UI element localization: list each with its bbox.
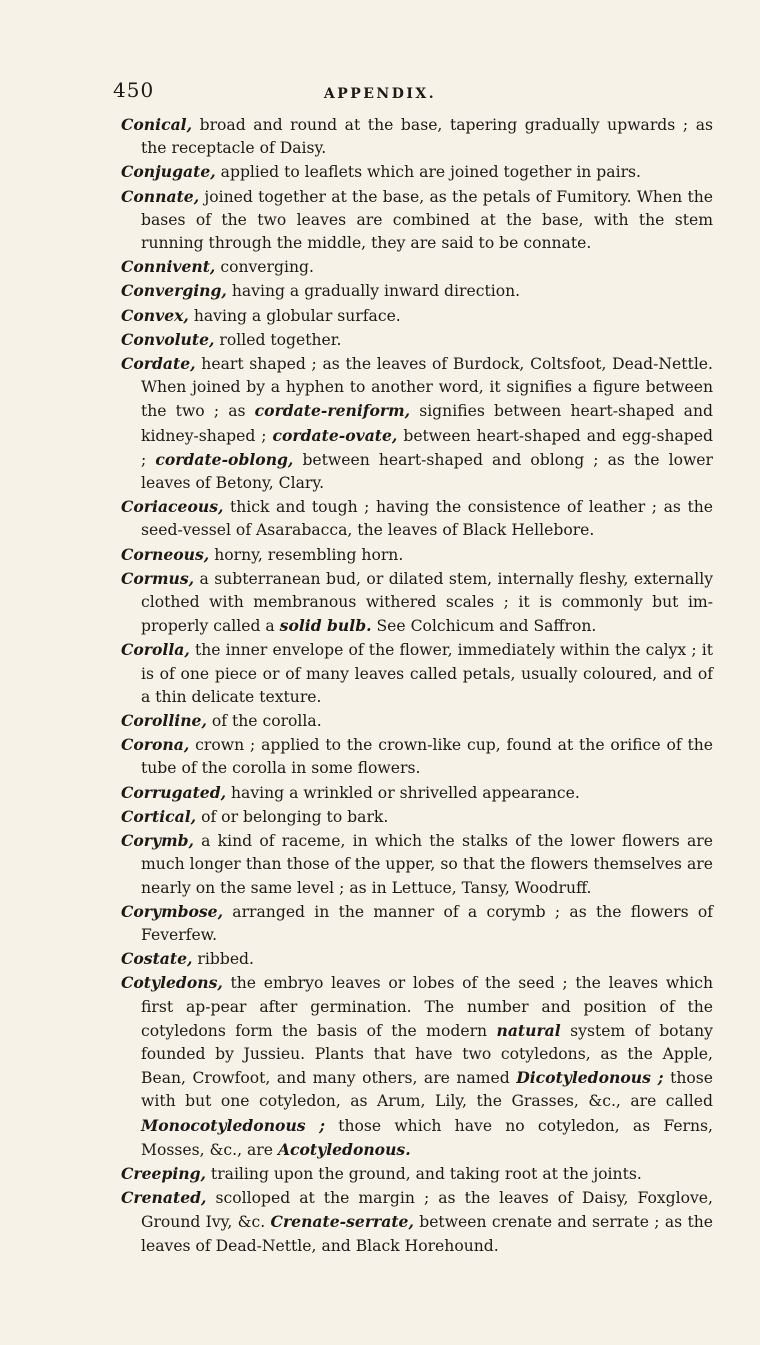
entry-definition: a subterranean bud, or dilated stem, internally fleshy, externally clothed with membranous withered scales ; it is commonly but im-properly called a [141,569,713,636]
entry-emphasis: cordate-ovate, [272,425,398,445]
entry-definition: ribbed. [192,950,254,969]
entry-definition: those which have no cotyledon, as Ferns, Mosses, &c., are [141,1116,714,1159]
entry-term: Convex, [121,305,189,325]
entry-definition: arranged in the manner of a corymb ; as the flowers of Feverfew. [141,902,713,944]
entry-emphasis: Acotyledonous. [277,1139,411,1159]
entry-definition: a kind of raceme, in which the stalks of the lower flowers are much longer than those of the upper, so that the flowers themselves are nearly on the same level ; as in Lettuce, Tansy, Woodruff. [141,832,713,897]
entry-term: Crenated, [121,1188,207,1208]
entry-term: Coriaceous, [121,497,224,517]
entry-definition: having a wrinkled or shrivelled appearance. [226,783,580,802]
entry-term: Corymb, [121,831,194,851]
glossary-entry [121,255,713,279]
glossary-entry [121,733,713,780]
glossary-entry [121,543,713,567]
entry-term: Corrugated, [121,782,227,802]
glossary-entry [121,567,713,639]
page-number: 450 [113,78,155,102]
glossary-entry [121,113,713,160]
entry-emphasis: cordate-oblong, [155,449,294,469]
glossary-entry [121,328,713,352]
entry-term: Conical, [121,115,193,134]
entry-emphasis: Dicotyledonous ; [516,1068,664,1088]
entry-definition: of or belonging to bark. [196,807,389,826]
entry-definition: the inner envelope of the flower, immediately within the calyx ; it is of one piece or of many leaves called petals, usually coloured, and of a thin delicate texture. [141,641,713,706]
entry-definition: converging. [215,258,314,277]
glossary-entry [121,495,713,542]
entry-term: Costate, [121,949,193,969]
entry-term: Corona, [121,735,190,755]
entry-definition: signifies between heart-shaped and kidney-shaped ; [141,402,713,445]
entry-emphasis: solid bulb. [279,616,372,636]
entry-term: Cormus, [121,568,195,588]
entry-emphasis: natural [496,1020,561,1040]
entry-term: Conjugate, [121,162,216,182]
entry-emphasis: cordate-reniform, [254,401,411,421]
glossary-entry [121,900,713,947]
glossary-entry [121,160,713,184]
entry-definition: scolloped at the margin ; as the leaves of Daisy, Foxglove, Ground Ivy, &c. [141,1189,713,1232]
entry-term: Corolline, [121,711,207,731]
entry-definition: those with but one cotyledon, as Arum, Lily, the Grasses, &c., are called [141,1069,713,1111]
entry-definition: horny, resembling horn. [209,545,404,564]
entry-definition: between heart-shaped and egg-shaped ; [141,426,713,469]
entry-definition: trailing upon the ground, and taking root at the joints. [205,1164,642,1183]
entry-definition: rolled together. [214,330,342,349]
glossary-entry [121,185,713,256]
entry-term: Cotyledons, [121,973,223,993]
glossary-entry [121,947,713,971]
entry-term: Cordate, [121,354,196,374]
entry-term: Creeping, [121,1163,206,1183]
glossary-entry [121,781,713,805]
entry-term: Convolute, [121,329,215,349]
entry-term: Converging, [121,281,227,301]
entry-definition: thick and tough ; having the consistence of leather ; as the seed-vessel of Asarabacca, the leaves of Black Hellebore. [141,498,713,540]
glossary-entry [121,805,713,829]
glossary-entry [121,638,713,709]
entry-definition: the embryo leaves or lobes of the seed ; the leaves which first ap-pear after germination. The number and position of the cotyledons form the basis of the modern [141,974,713,1040]
entry-emphasis: Crenate-serrate, [270,1212,414,1232]
entry-term: Corneous, [121,544,210,564]
entry-term: Connivent, [121,257,216,277]
entry-term: Corolla, [121,640,190,660]
entry-definition: applied to leaflets which are joined together in pairs. [215,163,641,182]
glossary-entries [121,113,713,1258]
glossary-entry [121,352,713,495]
entry-emphasis: Monocotyledonous ; [141,1115,325,1135]
entry-definition: having a globular surface. [188,306,401,325]
entry-definition: crown ; applied to the crown-like cup, found at the orifice of the tube of the corolla in some flowers. [141,736,713,778]
page-header [0,78,760,108]
entry-term: Cortical, [121,806,197,826]
entry-definition: system of botany founded by Jussieu. Plants that have two cotyledons, as the Apple, Bean, Crowfoot, and many others, are named [141,1021,713,1088]
entry-definition: heart shaped ; as the leaves of Burdock, Coltsfoot, Dead-Nettle. When joined by a hyphen to another word, it signifies a figure between the two ; as [141,355,713,421]
running-head: APPENDIX. [323,86,437,102]
entry-definition: having a gradually inward direction. [226,282,521,301]
entry-definition: between heart-shaped and oblong ; as the lower leaves of Betony, Clary. [141,450,713,493]
entry-term: Corymbose, [121,901,224,921]
entry-definition: See Colchicum and Saffron. [371,617,597,636]
entry-definition: broad and round at the base, tapering gradually upwards ; as the receptacle of Daisy. [141,116,713,158]
glossary-entry [121,1162,713,1186]
glossary-entry [121,304,713,328]
glossary-entry [121,279,713,303]
glossary-entry [121,1186,713,1258]
glossary-entry [121,829,713,900]
entry-definition: of the corolla. [206,712,322,731]
entry-definition: between crenate and serrate ; as the leaves of Dead-Nettle, and Black Horehound. [141,1213,713,1255]
glossary-entry [121,709,713,733]
entry-definition: joined together at the base, as the petals of Fumitory. When the bases of the two leaves are combined at the base, with the stem running through the middle, they are said to be connate. [141,187,713,253]
glossary-entry [121,971,713,1162]
entry-term: Connate, [121,186,200,206]
